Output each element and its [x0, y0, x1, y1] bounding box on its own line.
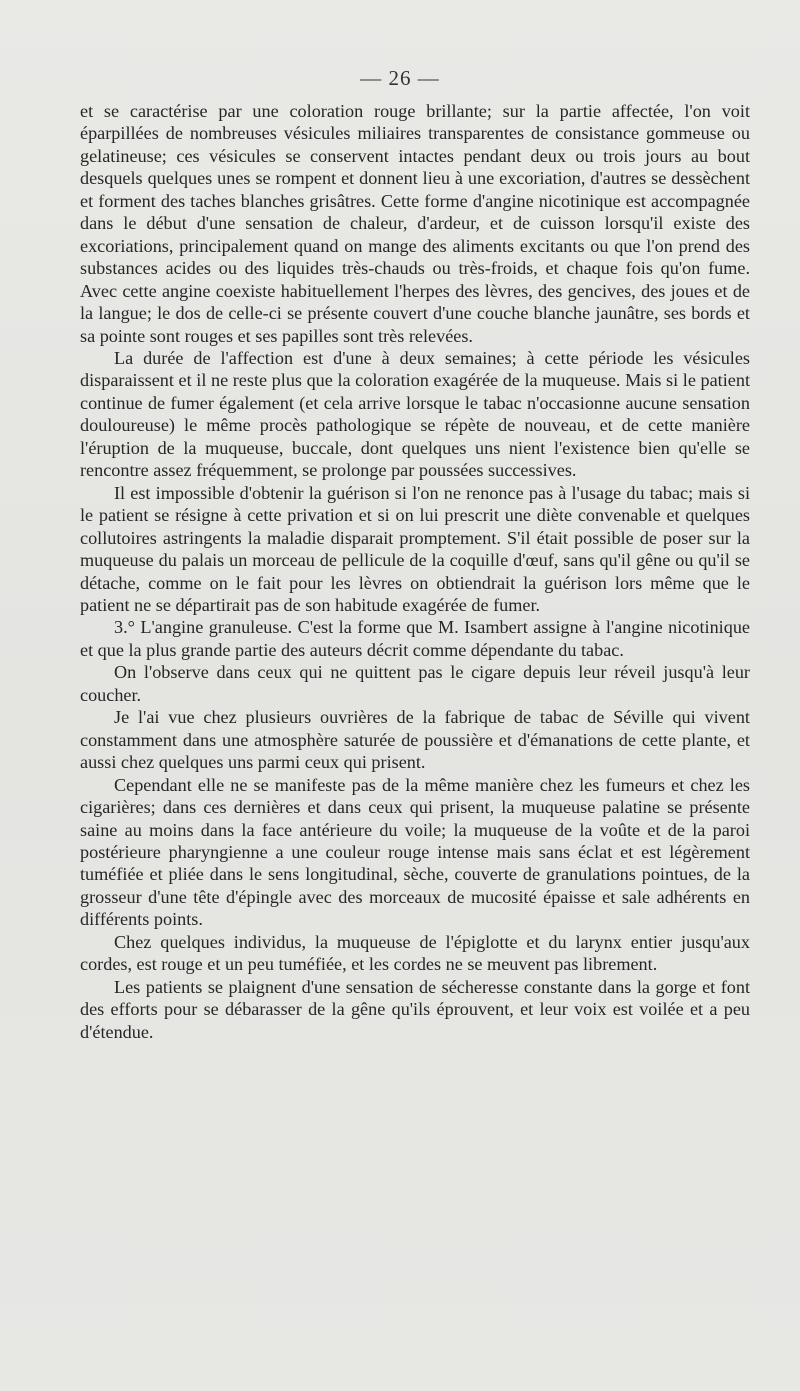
paragraph-4: 3.° L'angine granuleuse. C'est la forme que M. Isambert assigne à l'angine nicotinique et que la plus grande partie des auteurs décrit comme dépendante du tabac. [80, 617, 750, 660]
paragraph-1: et se caractérise par une coloration rouge brillante; sur la partie affectée, l'on voit éparpillées de nombreuses vésicules miliaires transparentes de consistance gommeuse ou gelatineuse; ces vésicules se conservent intactes pendant deux ou trois jours au bout desquels quelques unes se rompent et donnent lieu à une excoriation, d'autres se dessèchent et forment des taches blanches grisâtres. Cette forme d'angine nicotinique est accompagnée dans le début d'une sensation de chaleur, d'ardeur, et de cuisson lorsqu'il existe des excoriations, principalement quand on mange des aliments excitants ou que l'on prend des substances acides ou des liquides très-chauds ou très-froids, et chaque fois qu'on fume. Avec cette angine coexiste habituellement l'herpes des lèvres, des gencives, des joues et de la langue; le dos de celle-ci se présente couvert d'une couche blanche jaunâtre, ses bords et sa pointe sont rouges et ses papilles sont très relevées. [80, 101, 750, 346]
body-text [80, 100, 750, 1043]
paragraph-3: Il est impossible d'obtenir la guérison si l'on ne renonce pas à l'usage du tabac; mais si le patient se résigne à cette privation et si on lui prescrit une diète convenable et quelques collutoires astringents la maladie disparait promptement. S'il était possible de poser sur la muqueuse du palais un morceau de pellicule de la coquille d'œuf, sans qu'il gêne ou qu'il se détache, comme on le fait pour les lèvres on obtiendrait la guérison lors même que le patient ne se départirait pas de son habitude exagérée de fumer. [80, 482, 750, 615]
paragraph-9: Les patients se plaignent d'une sensation de sécheresse constante dans la gorge et font des efforts pour se débarasser de la gêne qu'ils éprouvent, et leur voix est voilée et a peu d'étendue. [80, 976, 750, 1042]
paragraph-8: Chez quelques individus, la muqueuse de l'épiglotte et du larynx entier jusqu'aux cordes, est rouge et un peu tuméfiée, et les cordes ne se meuvent pas librement. [80, 931, 750, 975]
paragraph-6: Je l'ai vue chez plusieurs ouvrières de la fabrique de tabac de Séville qui vivent constamment dans une atmosphère saturée de poussière et d'émanations de cette plante, et aussi chez quelques uns parmi ceux qui prisent. [80, 707, 750, 773]
page-number: — 26 — [360, 66, 440, 90]
paragraph-2: La durée de l'affection est d'une à deux semaines; à cette période les vésicules disparaissent et il ne reste plus que la coloration exagérée de la muqueuse. Mais si le patient continue de fumer également (et cela arrive lorsque le tabac n'occasionne aucune sensation douloureuse) le même procès pathologique se répète de nouveau, et de cette manière l'éruption de la muqueuse, buccale, dont quelques uns nient l'existence bien qu'elle se rencontre assez fréquemment, se prolonge par poussées successives. [80, 347, 750, 481]
paragraph-7: Cependant elle ne se manifeste pas de la même manière chez les fumeurs et chez les cigarières; dans ces dernières et dans ceux qui prisent, la muqueuse palatine se présente saine au moins dans la face antérieure du voile; la muqueuse de la voûte et de la paroi postérieure pharyngienne a une couleur rouge intense mais sans éclat et est légèrement tuméfiée et pliée dans le sens longitudinal, sèche, couverte de granulations pointues, de la grosseur d'une tête d'épingle avec des morceaux de mucosité épaisse et sale adhérents en différents points. [80, 774, 750, 930]
paragraph-5: On l'observe dans ceux qui ne quittent pas le cigare depuis leur réveil jusqu'à leur coucher. [80, 662, 750, 705]
